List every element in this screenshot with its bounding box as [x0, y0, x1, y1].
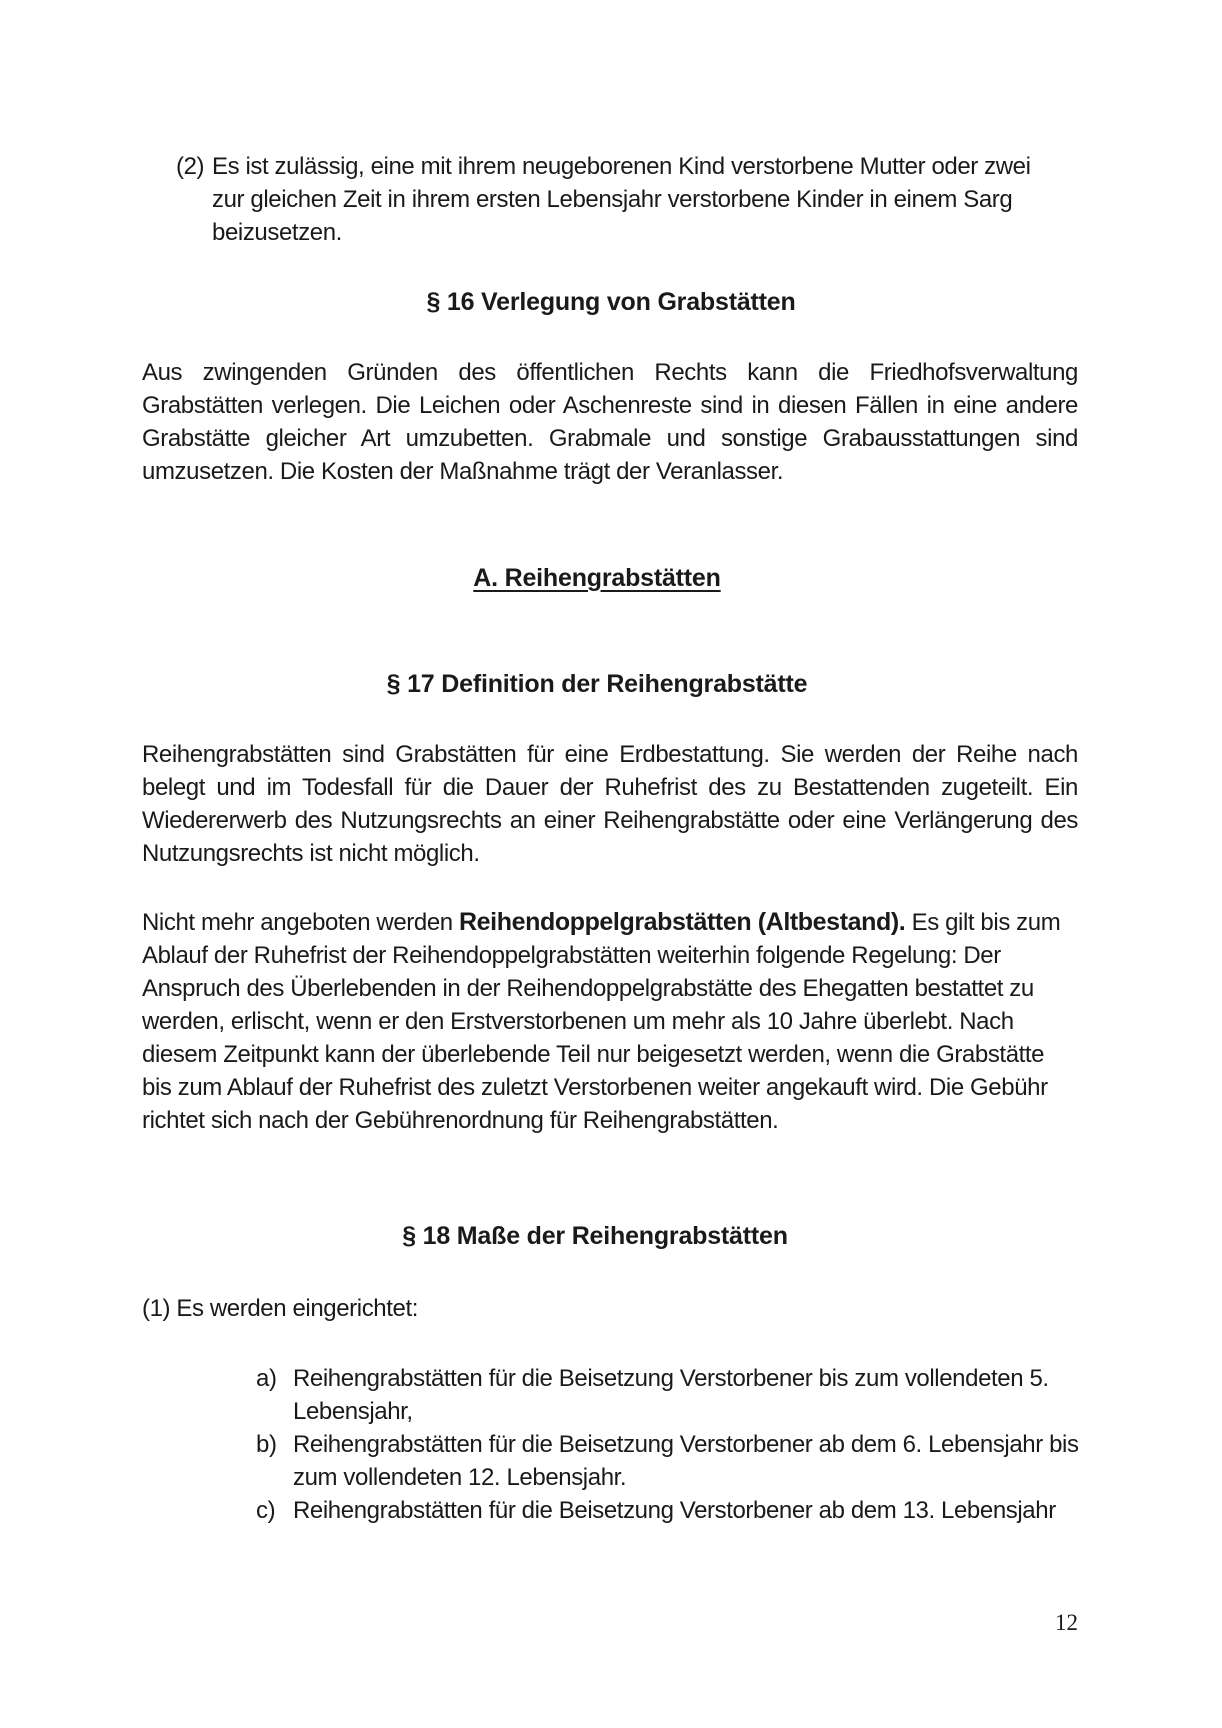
section-17-body-1: Reihengrabstätten sind Grabstätten für eine Erdbestattung. Sie werden der Reihe nach belegt und im Todesfall für die Dauer der Ruhefrist des zu Bestattenden zugeteilt. Ein Wiedererwerb des Nutzungsrechts an einer Reihengrabstätte oder eine Verlängerung des Nutzungsrechts ist nicht möglich. [142, 741, 1078, 867]
list-item-b [256, 1428, 1086, 1494]
body-2-bold: Reihendoppelgrabstätten (Altbestand). [459, 908, 906, 936]
section-16-heading: § 16 Verlegung von Grabstätten [426, 288, 796, 316]
list-text: Reihengrabstätten für die Beisetzung Verstorbener ab dem 6. Lebensjahr bis zum vollendeten 12. Lebensjahr. [293, 1431, 1079, 1491]
body-2-lead: Nicht mehr angeboten werden [142, 909, 459, 936]
section-16-body: Aus zwingenden Gründen des öffentlichen Rechts kann die Friedhofsverwaltung Grabstätten verlegen. Die Leichen oder Aschenreste sind in diesen Fällen in eine andere Grabstätte gleicher Art umzubetten. Grabmale und sonstige Grabausstattungen sind umzusetzen. Die Kosten der Maßnahme trägt der Veranlasser. [142, 359, 1078, 485]
list-text: Reihengrabstätten für die Beisetzung Verstorbener bis zum vollendeten 5. Lebensjahr, [293, 1365, 1049, 1425]
list-label: a) [256, 1365, 277, 1392]
list-item-c [256, 1494, 1086, 1527]
list-item-a [256, 1362, 1086, 1428]
section-17-body-2 [142, 906, 1078, 1137]
body-2-rest: Es gilt bis zum Ablauf der Ruhefrist der Reihendoppelgrabstätten weiterhin folgende Regelung: Der Anspruch des Überlebenden in der Reihendoppelgrabstätte des Ehegatten bestattet zu werden, erlischt, wenn er den Erstverstorbenen um mehr als 10 Jahre überlebt. Nach diesem Zeitpunkt kann der überlebende Teil nur beigesetzt werden, wenn die Grabstätte bis zum Ablauf der Ruhefrist des zuletzt Verstorbenen weiter angekauft wird. Die Gebühr richtet sich nach der Gebührenordnung für Reihengrabstätten. [142, 909, 1061, 1134]
list-label: b) [256, 1431, 277, 1458]
paragraph-15-2 [176, 150, 1056, 249]
page-number: 12 [1055, 1610, 1078, 1635]
section-18-heading: § 18 Maße der Reihengrabstätten [402, 1222, 788, 1250]
part-a-heading: A. Reihengrabstätten [473, 564, 721, 592]
list-text: Reihengrabstätten für die Beisetzung Verstorbener ab dem 13. Lebensjahr [293, 1497, 1056, 1524]
paragraph-label: (2) [176, 153, 205, 180]
paragraph-text: Es ist zulässig, eine mit ihrem neugeborenen Kind verstorbene Mutter oder zwei zur gleichen Zeit in ihrem ersten Lebensjahr verstorbene Kinder in einem Sarg beizusetzen. [212, 153, 1031, 246]
section-17-heading: § 17 Definition der Reihengrabstätte [386, 670, 808, 698]
section-18-intro: (1) Es werden eingerichtet: [142, 1295, 419, 1322]
list-label: c) [256, 1497, 276, 1524]
